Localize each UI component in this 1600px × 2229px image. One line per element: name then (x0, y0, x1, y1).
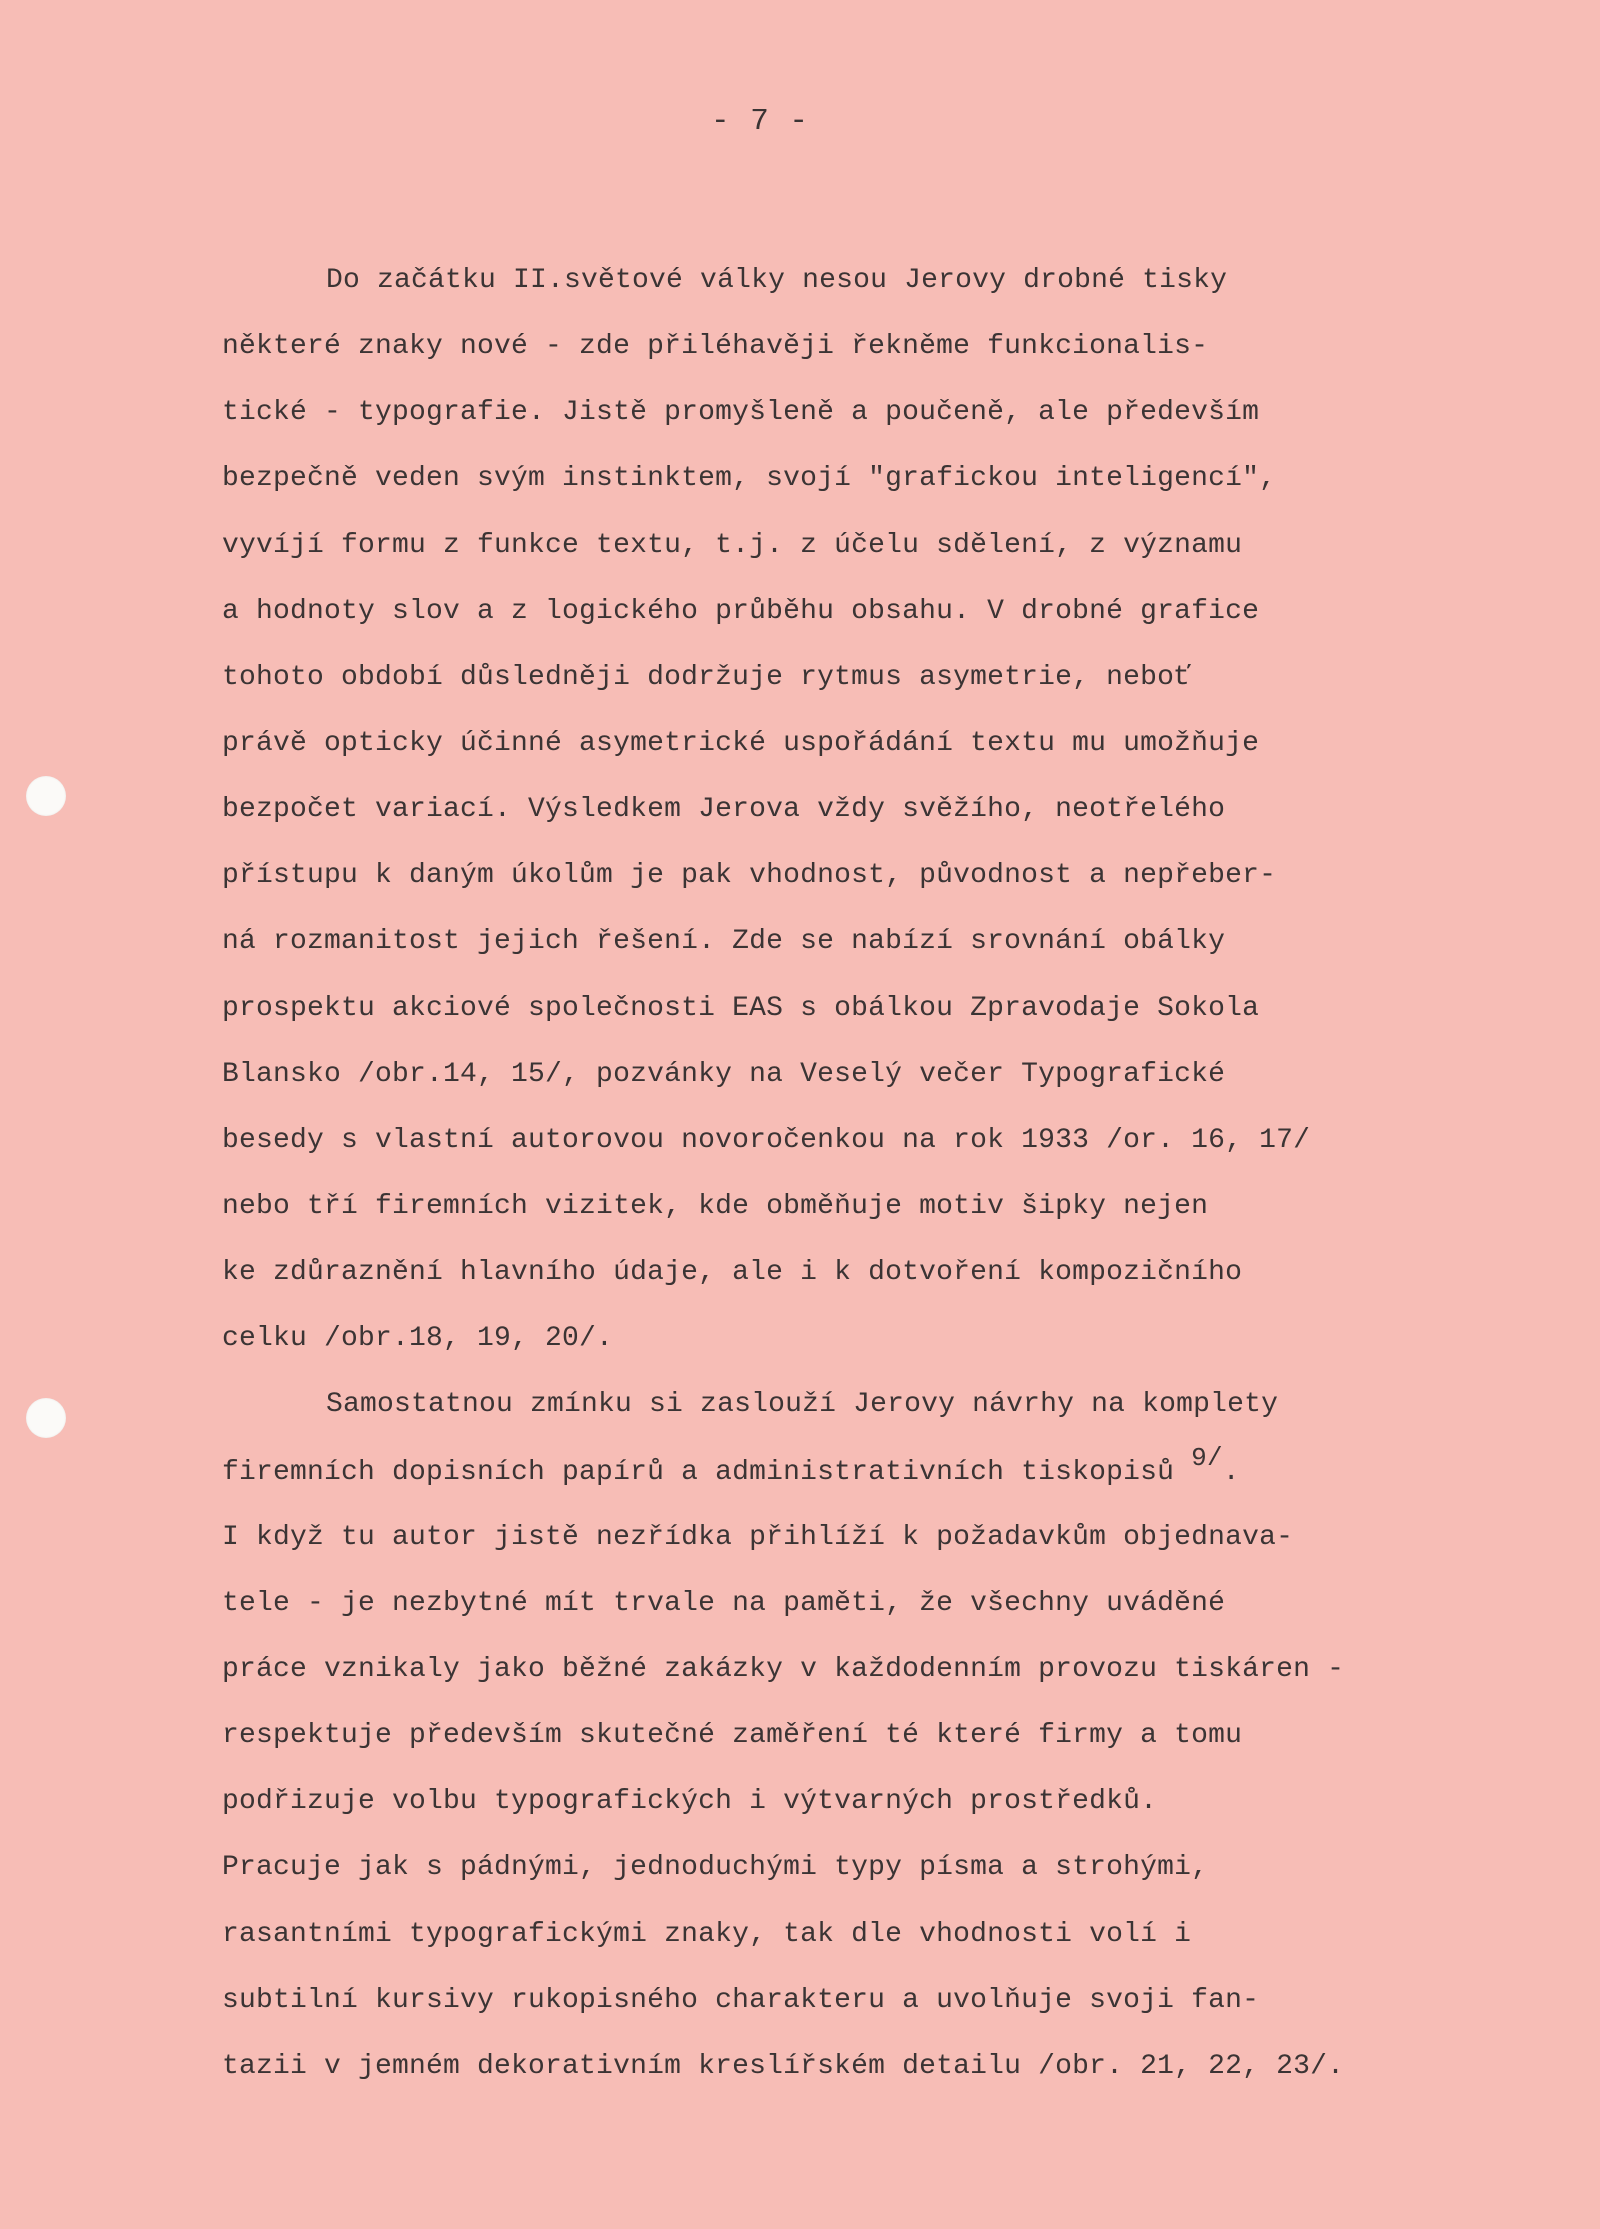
text-line: respektuje především skutečné zaměření té které firmy a tomu (222, 1720, 1243, 1752)
page-number: - 7 - (710, 104, 809, 139)
text-line: právě opticky účinné asymetrické uspořádání textu mu umožňuje (222, 727, 1260, 759)
paragraph-2 (222, 1372, 1562, 2100)
text-line: tazii v jemném dekorativním kreslířském detailu /obr. 21, 22, 23/. (222, 2050, 1345, 2082)
text-line: subtilní kursivy rukopisného charakteru a uvolňuje svoji fan- (222, 1984, 1260, 2016)
text-line: přístupu k daným úkolům je pak vhodnost, původnost a nepřeber- (222, 860, 1277, 892)
text-line: besedy s vlastní autorovou novoročenkou na rok 1933 /or. 16, 17/ (222, 1124, 1311, 1156)
paragraph-1 (222, 248, 1562, 1372)
punch-hole-lower (26, 1398, 66, 1438)
text-line: ke zdůraznění hlavního údaje, ale i k dotvoření kompozičního (222, 1257, 1243, 1289)
footnote-reference: 9/ (1191, 1442, 1223, 1473)
text-line: některé znaky nové - zde přiléhavěji řekněme funkcionalis- (222, 331, 1209, 363)
body-text (222, 248, 1562, 2100)
text-line: podřizuje volbu typografických i výtvarných prostředků. (222, 1786, 1158, 1818)
text-line: práce vznikaly jako běžné zakázky v každodenním provozu tiskáren - (222, 1653, 1345, 1685)
text-line: ná rozmanitost jejich řešení. Zde se nabízí srovnání obálky (222, 926, 1226, 958)
punch-hole-upper (26, 776, 66, 816)
text-line: Do začátku II.světové války nesou Jerovy drobné tisky (326, 265, 1228, 296)
text-line: tele - je nezbytné mít trvale na paměti, že všechny uváděné (222, 1587, 1226, 1619)
text-line: rasantními typografickými znaky, tak dle vhodnosti volí i (222, 1918, 1192, 1950)
text-line: prospektu akciové společnosti EAS s obálkou Zpravodaje Sokola (222, 992, 1260, 1024)
text-line: nebo tří firemních vizitek, kde obměňuje motiv šipky nejen (222, 1190, 1209, 1222)
text-line-content: firemních dopisních papírů a administrativních tiskopisů (222, 1456, 1175, 1488)
text-line: tické - typografie. Jistě promyšleně a poučeně, ale především (222, 397, 1260, 429)
text-line: Pracuje jak s pádnými, jednoduchými typy písma a strohými, (222, 1852, 1209, 1884)
text-line: a hodnoty slov a z logického průběhu obsahu. V drobné grafice (222, 595, 1260, 627)
text-line: bezpečně veden svým instinktem, svojí "grafickou inteligencí", (222, 463, 1277, 495)
text-line: bezpočet variací. Výsledkem Jerova vždy svěžího, neotřelého (222, 794, 1226, 826)
text-line: vyvíjí formu z funkce textu, t.j. z účelu sdělení, z významu (222, 529, 1243, 561)
text-line: tohoto období důsledněji dodržuje rytmus asymetrie, neboť (222, 661, 1192, 693)
text-line: celku /obr.18, 19, 20/. (222, 1323, 614, 1355)
text-line-with-footnote (222, 1439, 1562, 1505)
text-line: Blansko /obr.14, 15/, pozvánky na Veselý večer Typografické (222, 1058, 1226, 1090)
footnote-trail: . (1222, 1456, 1240, 1488)
text-line: Samostatnou zmínku si zaslouží Jerovy návrhy na komplety (326, 1389, 1279, 1421)
text-line: I když tu autor jistě nezřídka přihlíží k požadavkům objednava- (222, 1521, 1294, 1553)
